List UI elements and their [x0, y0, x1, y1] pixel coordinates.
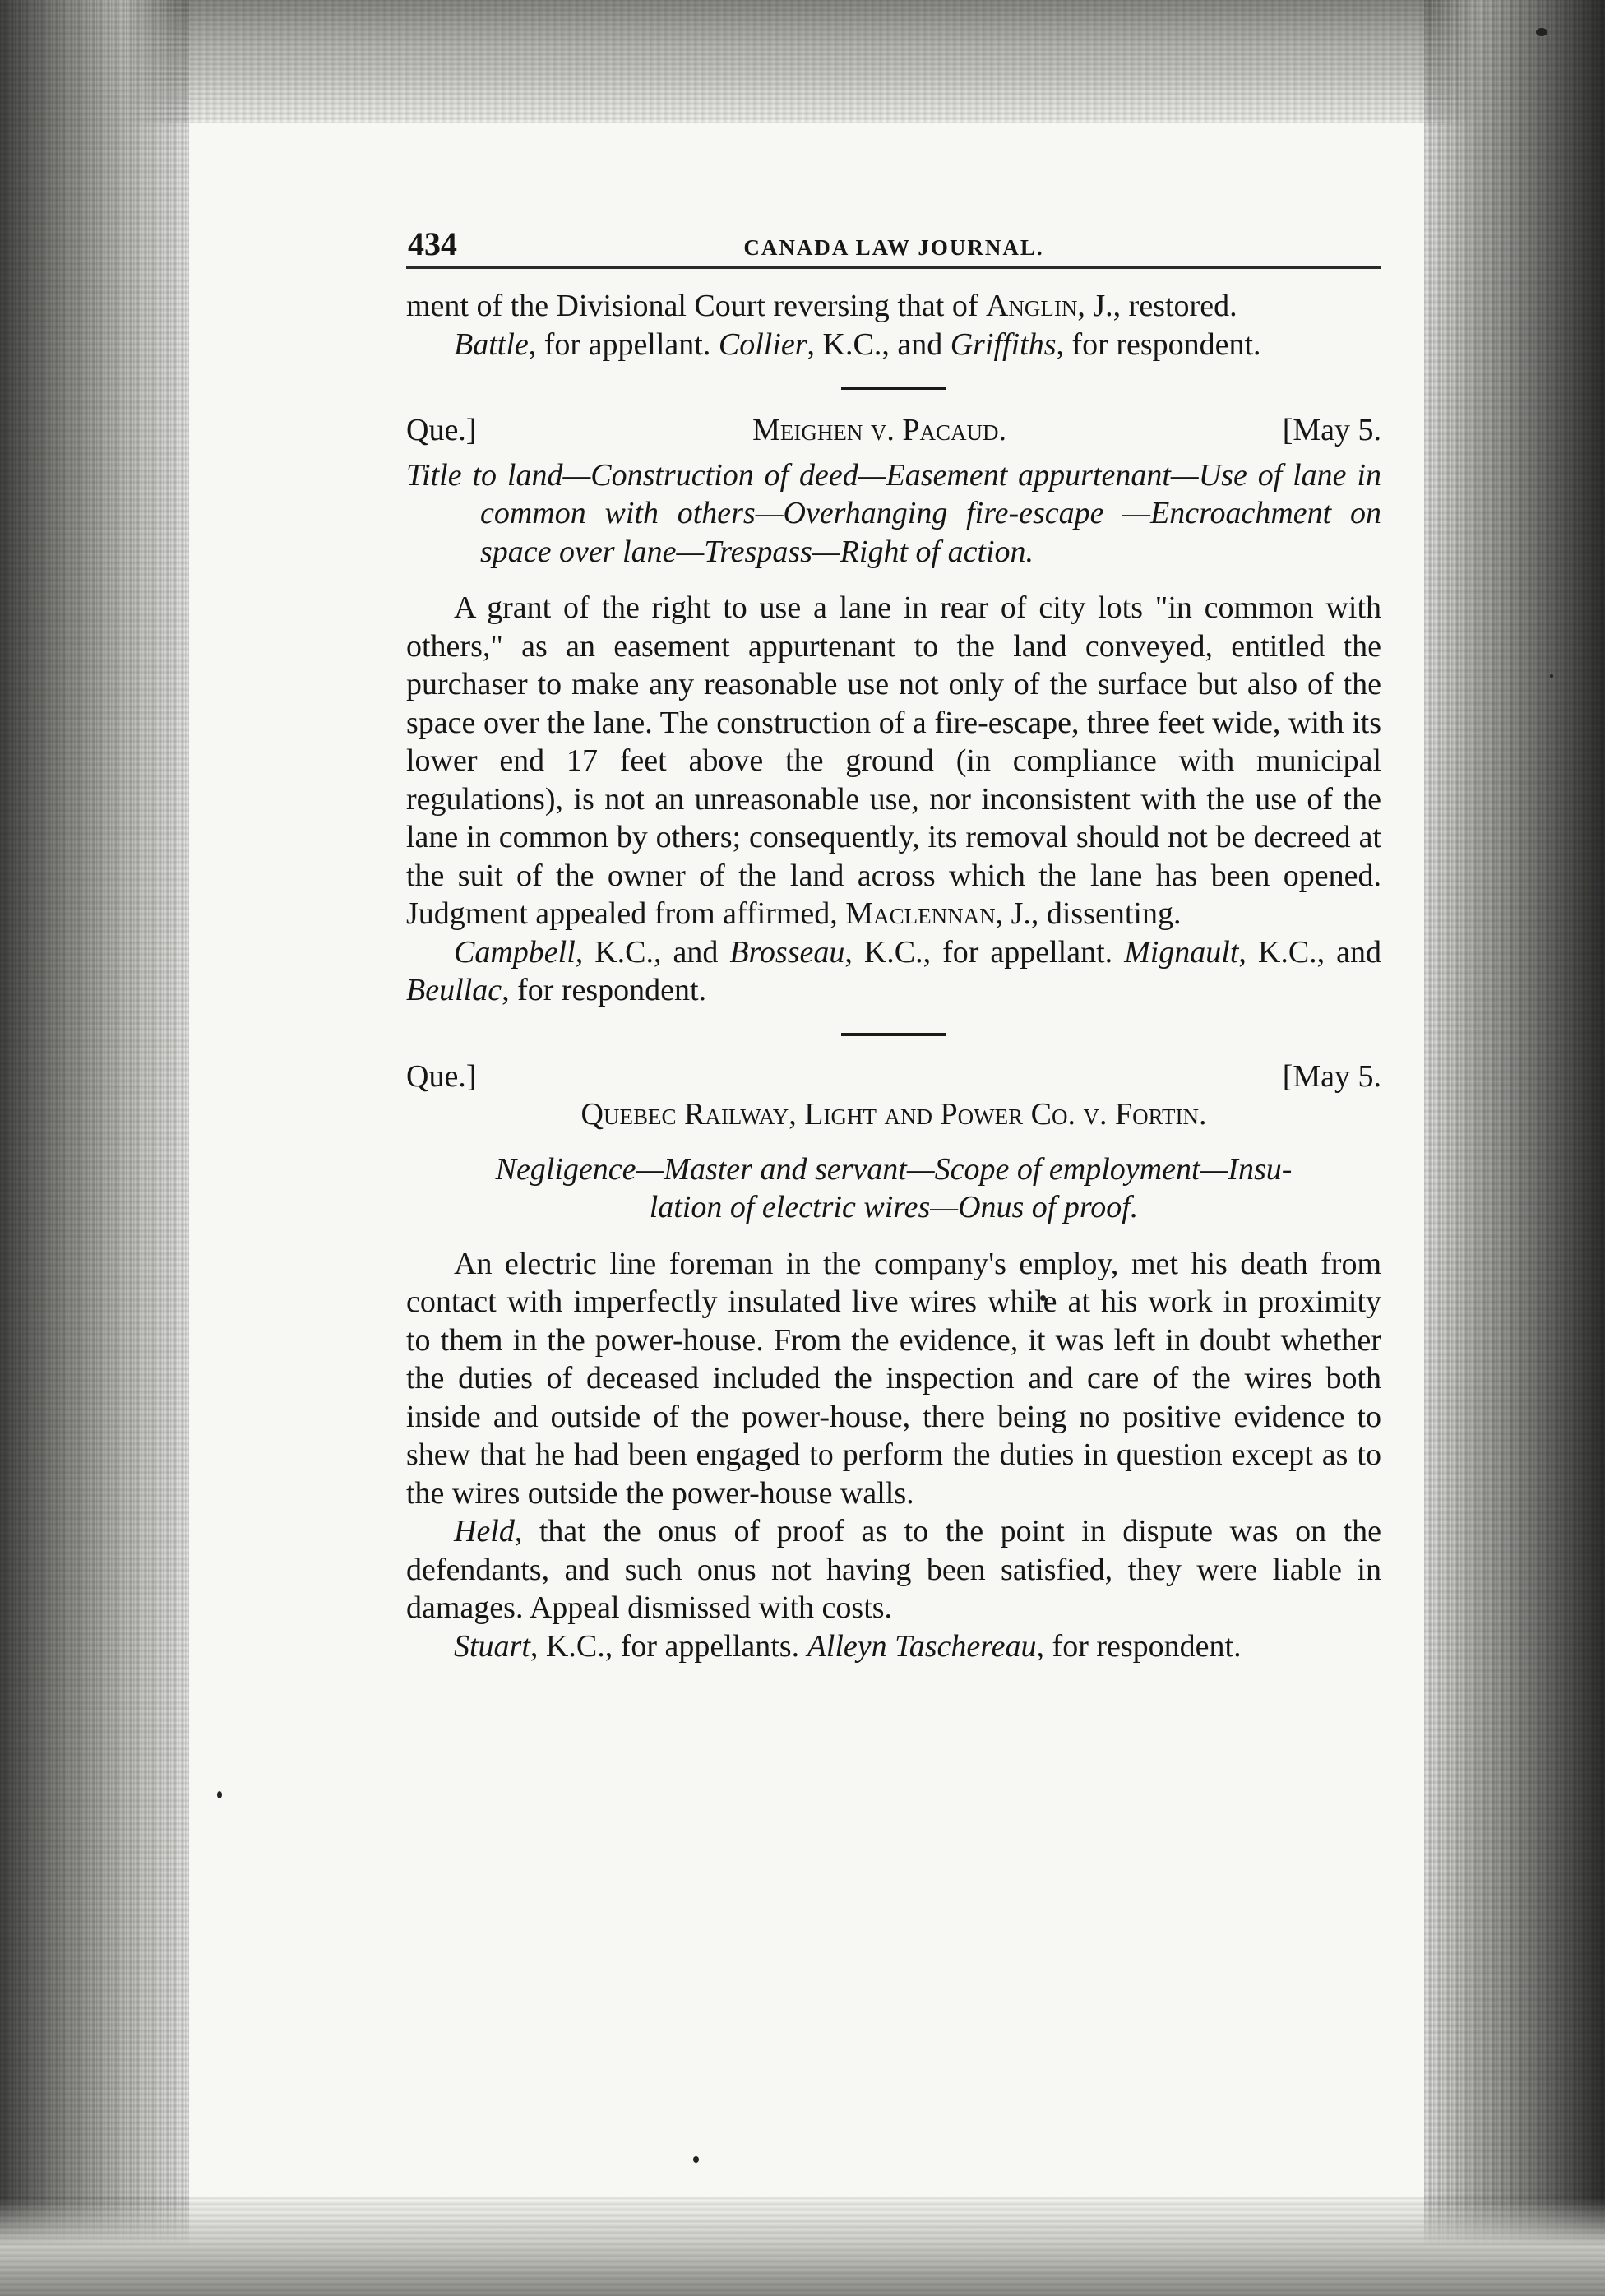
judge-name: Anglin [985, 289, 1078, 323]
catchwords-line: Negligence—Master and servant—Scope of employment—Insu- [495, 1151, 1293, 1187]
judge-name: Maclennan [845, 896, 996, 931]
counsel-text: , for respondent. [1056, 326, 1261, 362]
counsel-name: Campbell [454, 934, 576, 970]
previous-case-judgment [406, 287, 1381, 326]
text-column [406, 220, 1381, 1665]
counsel-text: , for respondent. [502, 973, 707, 1007]
case-date: [May 5. [1282, 413, 1381, 447]
ink-speck [1536, 28, 1547, 36]
court-label: Que.] [406, 1058, 477, 1094]
counsel-name: Beullac [406, 973, 502, 1007]
summary-text: , J., dissenting. [995, 896, 1182, 931]
page-number: 434 [408, 225, 457, 262]
case-counsel [406, 1627, 1381, 1666]
previous-case-counsel [406, 326, 1381, 364]
case-summary [406, 589, 1381, 933]
case-summary: An electric line foreman in the company's employ, met his death from contact with imperfectly insulated live wires while at his work in proximity to them in the power-house. From the evidence, it was left in doubt whether the duties of deceased included the inspection and care of the wires both inside and outside of the power-house, there being no positive evidence to shew that he had been engaged to perform the duties in question except as to the wires outside the power-house walls. [406, 1246, 1381, 1511]
holding-text: , that the onus of proof as to the point in dispute was on the defendants, and such onus not having been satisfied, they were liable in damages. Appeal dismissed with costs. [406, 1514, 1381, 1625]
scan-shadow-right [1424, 0, 1605, 2296]
catchwords-line: lation of electric wires—Onus of proof. [649, 1190, 1139, 1224]
judgment-text: , J., restored. [1077, 289, 1237, 323]
case-counsel [406, 933, 1381, 1010]
counsel-text: , K.C., for appellant. [844, 934, 1125, 970]
counsel-name: Stuart [454, 1628, 530, 1664]
counsel-name: Brosseau [729, 934, 845, 970]
running-head [406, 220, 1381, 269]
counsel-name: Griffiths [950, 326, 1057, 362]
catchwords [406, 1150, 1381, 1227]
counsel-text: , K.C., and [1238, 934, 1381, 970]
section-divider [841, 387, 946, 390]
case-holding [406, 1512, 1381, 1627]
ink-speck [217, 1791, 222, 1798]
case-title: Meighen v. Pacaud. [752, 413, 1007, 447]
ink-speck [1550, 674, 1553, 678]
counsel-name: Collier [718, 326, 807, 362]
ink-speck [693, 2156, 699, 2163]
counsel-name: Mignault [1124, 934, 1239, 970]
scan-shadow-left [0, 0, 189, 2296]
counsel-text: , for appellant. [528, 326, 719, 362]
case-date: [May 5. [1282, 1058, 1381, 1094]
catchwords: Title to land—Construction of deed—Easement appurtenant—Use of lane in common with others—Overhanging fire-escape —Encroachment on space over lane—Trespass—Right of action. [406, 457, 1381, 569]
held-label: Held [454, 1514, 515, 1548]
counsel-text: , for respondent. [1036, 1628, 1242, 1664]
counsel-text: , K.C., and [807, 326, 951, 362]
counsel-text: , K.C., for appellants. [530, 1628, 807, 1664]
court-label: Que.] [406, 413, 477, 447]
scan-shadow-bottom [0, 2197, 1605, 2296]
journal-title: CANADA LAW JOURNAL. [743, 235, 1044, 260]
judgment-text: ment of the Divisional Court reversing that of [406, 289, 986, 323]
case-heading-fortin [406, 1058, 1381, 1096]
section-divider [841, 1033, 946, 1036]
counsel-text: , K.C., and [575, 934, 730, 970]
counsel-name: Battle [454, 326, 529, 362]
counsel-name: Alleyn Taschereau [807, 1628, 1037, 1664]
case-heading-meighen [406, 411, 1381, 450]
scan-shadow-top [0, 0, 1605, 123]
case-title: Quebec Railway, Light and Power Co. v. Fortin. [580, 1097, 1207, 1132]
summary-text: A grant of the right to use a lane in rear of city lots "in common with others," as an easement appurtenant to the land conveyed, entitled the purchaser to make any reasonable use not only of the surface but also of the space over the lane. The construction of a fire-escape, three feet wide, with its lower end 17 feet above the ground (in compliance with municipal regulations), is not an unreasonable use, nor inconsistent with the use of the lane in common by others; consequently, its removal should not be decreed at the suit of the owner of the land across which the lane has been opened. Judgment appealed from affirmed, [406, 590, 1381, 931]
